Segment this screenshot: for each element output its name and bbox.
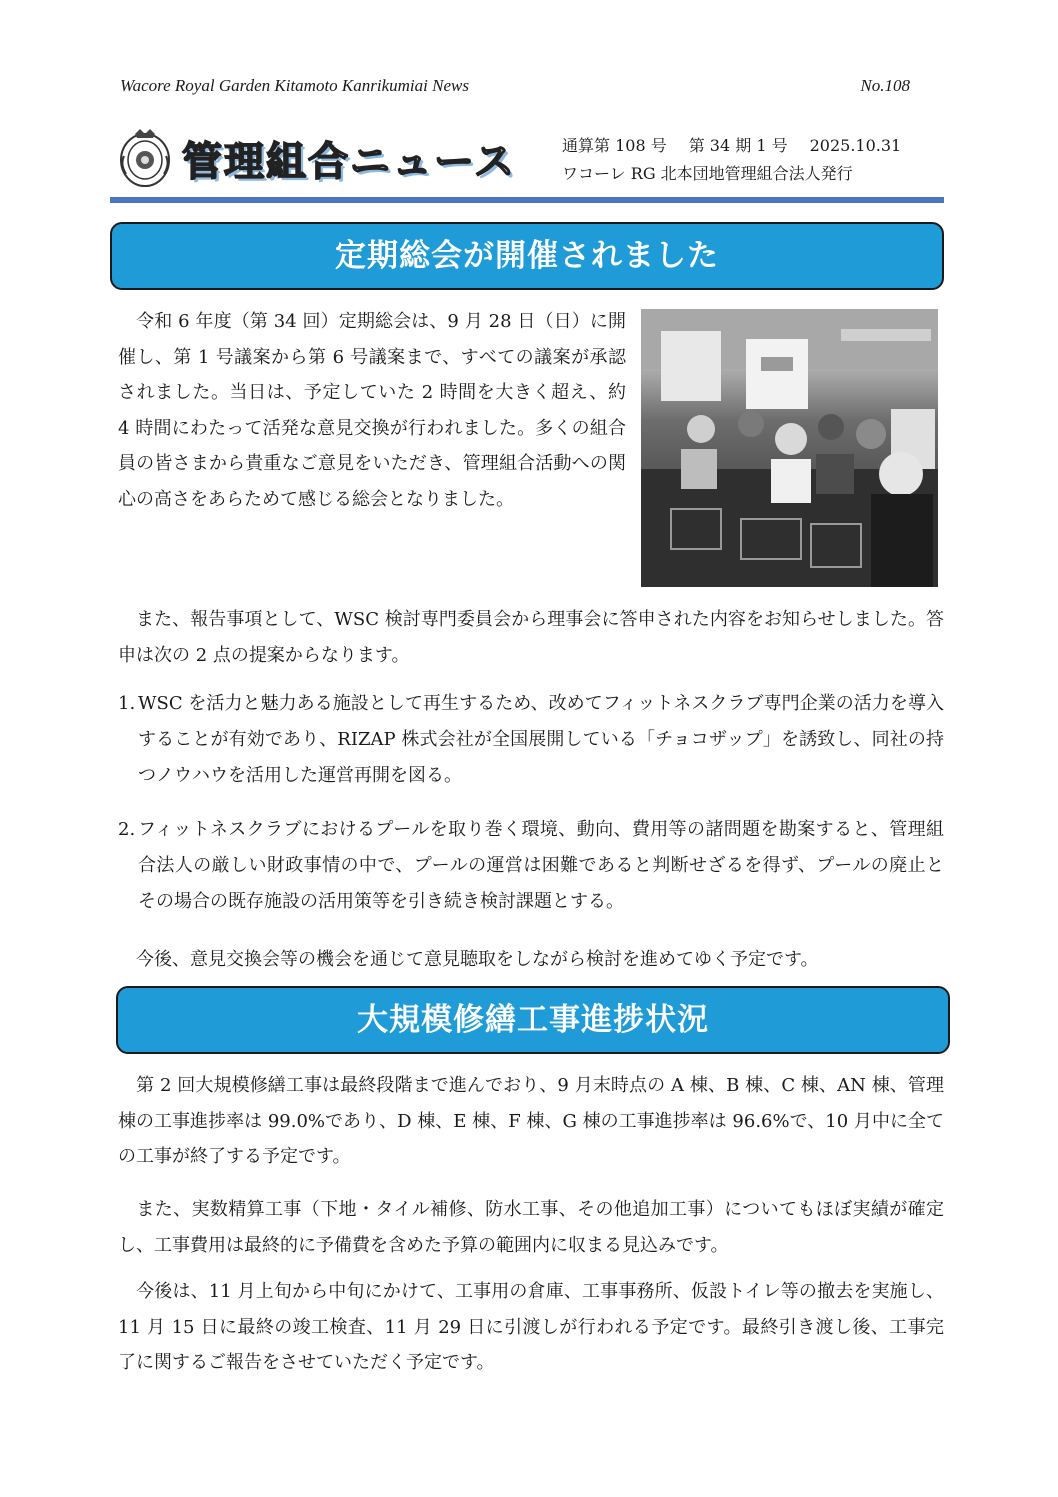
issue-period: 第 34 期 1 号 <box>688 136 788 155</box>
series-title: Wacore Royal Garden Kitamoto Kanrikumiai News <box>120 76 469 95</box>
proposal-number-1: 1. <box>118 693 136 714</box>
settlement-paragraph <box>118 1192 944 1263</box>
section-heading-renovation: 大規模修繕工事進捗状況 <box>116 986 950 1054</box>
section-heading-general-meeting: 定期総会が開催されました <box>110 222 944 290</box>
issue-date: 2025.10.31 <box>809 136 902 155</box>
proposal-text-2: フィットネスクラブにおけるプールを取り巻く環境、動向、費用等の諸問題を勘案すると、管理組合法人の厳しい財政事情の中で、プールの運営は困難であると判断せざるを得ず、プールの廃止とその場合の既存施設の活用策等を引き続き検討課題とする。 <box>138 819 944 912</box>
report-paragraph-text: また、報告事項として、WSC 検討専門委員会から理事会に答申された内容をお知らせしました。答申は次の 2 点の提案からなります。 <box>118 609 944 666</box>
proposal-item-2 <box>118 812 944 920</box>
meeting-paragraph-text: 令和 6 年度（第 34 回）定期総会は、9 月 28 日（日）に開催し、第 1 号議案から第 6 号議案まで、すべての議案が承認されました。当日は、予定していた 2 時間を大きく超え、約 4 時間にわたって活発な意見交換が行われました。多くの組合員の皆さまから貴重なご意見をいただき、管理組合活動への関心の高さをあらためて感じる総会となりました。 <box>118 311 626 510</box>
meeting-photo <box>641 309 938 587</box>
newsletter-title: 管理組合ニュース <box>182 138 516 185</box>
progress-paragraph <box>118 1068 944 1175</box>
publisher: ワコーレ RG 北本団地管理組合法人発行 <box>562 164 853 183</box>
meeting-photo-image <box>641 309 938 587</box>
progress-paragraph-text: 第 2 回大規模修繕工事は最終段階まで進んでおり、9 月末時点の A 棟、B 棟、C 棟、AN 棟、管理棟の工事進捗率は 99.0%であり、D 棟、E 棟、F 棟、G 棟の工事進捗率は 96.6%で、10 月中に全ての工事が終了する予定です。 <box>118 1075 944 1168</box>
schedule-paragraph-text: 今後は、11 月上旬から中旬にかけて、工事用の倉庫、工事事務所、仮設トイレ等の撤去を実施し、11 月 15 日に最終の竣工検査、11 月 29 日に引渡しが行われる予定です。最終引き渡し後、工事完了に関するご報告をさせていただく予定です。 <box>118 1281 944 1374</box>
proposal-text-1: WSC を活力と魅力ある施設として再生するため、改めてフィットネスクラブ専門企業の活力を導入することが有効であり、RIZAP 株式会社が全国展開している「チョコザップ」を誘致し、同社の持つノウハウを活用した運営再開を図る。 <box>138 693 944 786</box>
masthead <box>118 124 940 196</box>
crest-emblem-icon <box>118 128 172 188</box>
issue-number: No.108 <box>860 76 910 95</box>
future-plan-text: 今後、意見交換会等の機会を通じて意見聴取をしながら検討を進めてゆく予定です。 <box>136 949 819 970</box>
report-paragraph <box>118 602 944 673</box>
issue-cumulative: 通算第 108 号 <box>562 136 667 155</box>
running-header <box>120 76 910 102</box>
header-rule <box>110 197 944 203</box>
meeting-paragraph <box>118 304 626 518</box>
schedule-paragraph <box>118 1274 944 1381</box>
proposal-number-2: 2. <box>118 819 136 840</box>
future-plan-paragraph <box>118 942 944 978</box>
issue-info <box>562 132 923 188</box>
proposal-item-1 <box>118 686 944 794</box>
settlement-paragraph-text: また、実数精算工事（下地・タイル補修、防水工事、その他追加工事）についてもほぼ実績が確定し、工事費用は最終的に予備費を含めた予算の範囲内に収まる見込みです。 <box>118 1199 944 1256</box>
